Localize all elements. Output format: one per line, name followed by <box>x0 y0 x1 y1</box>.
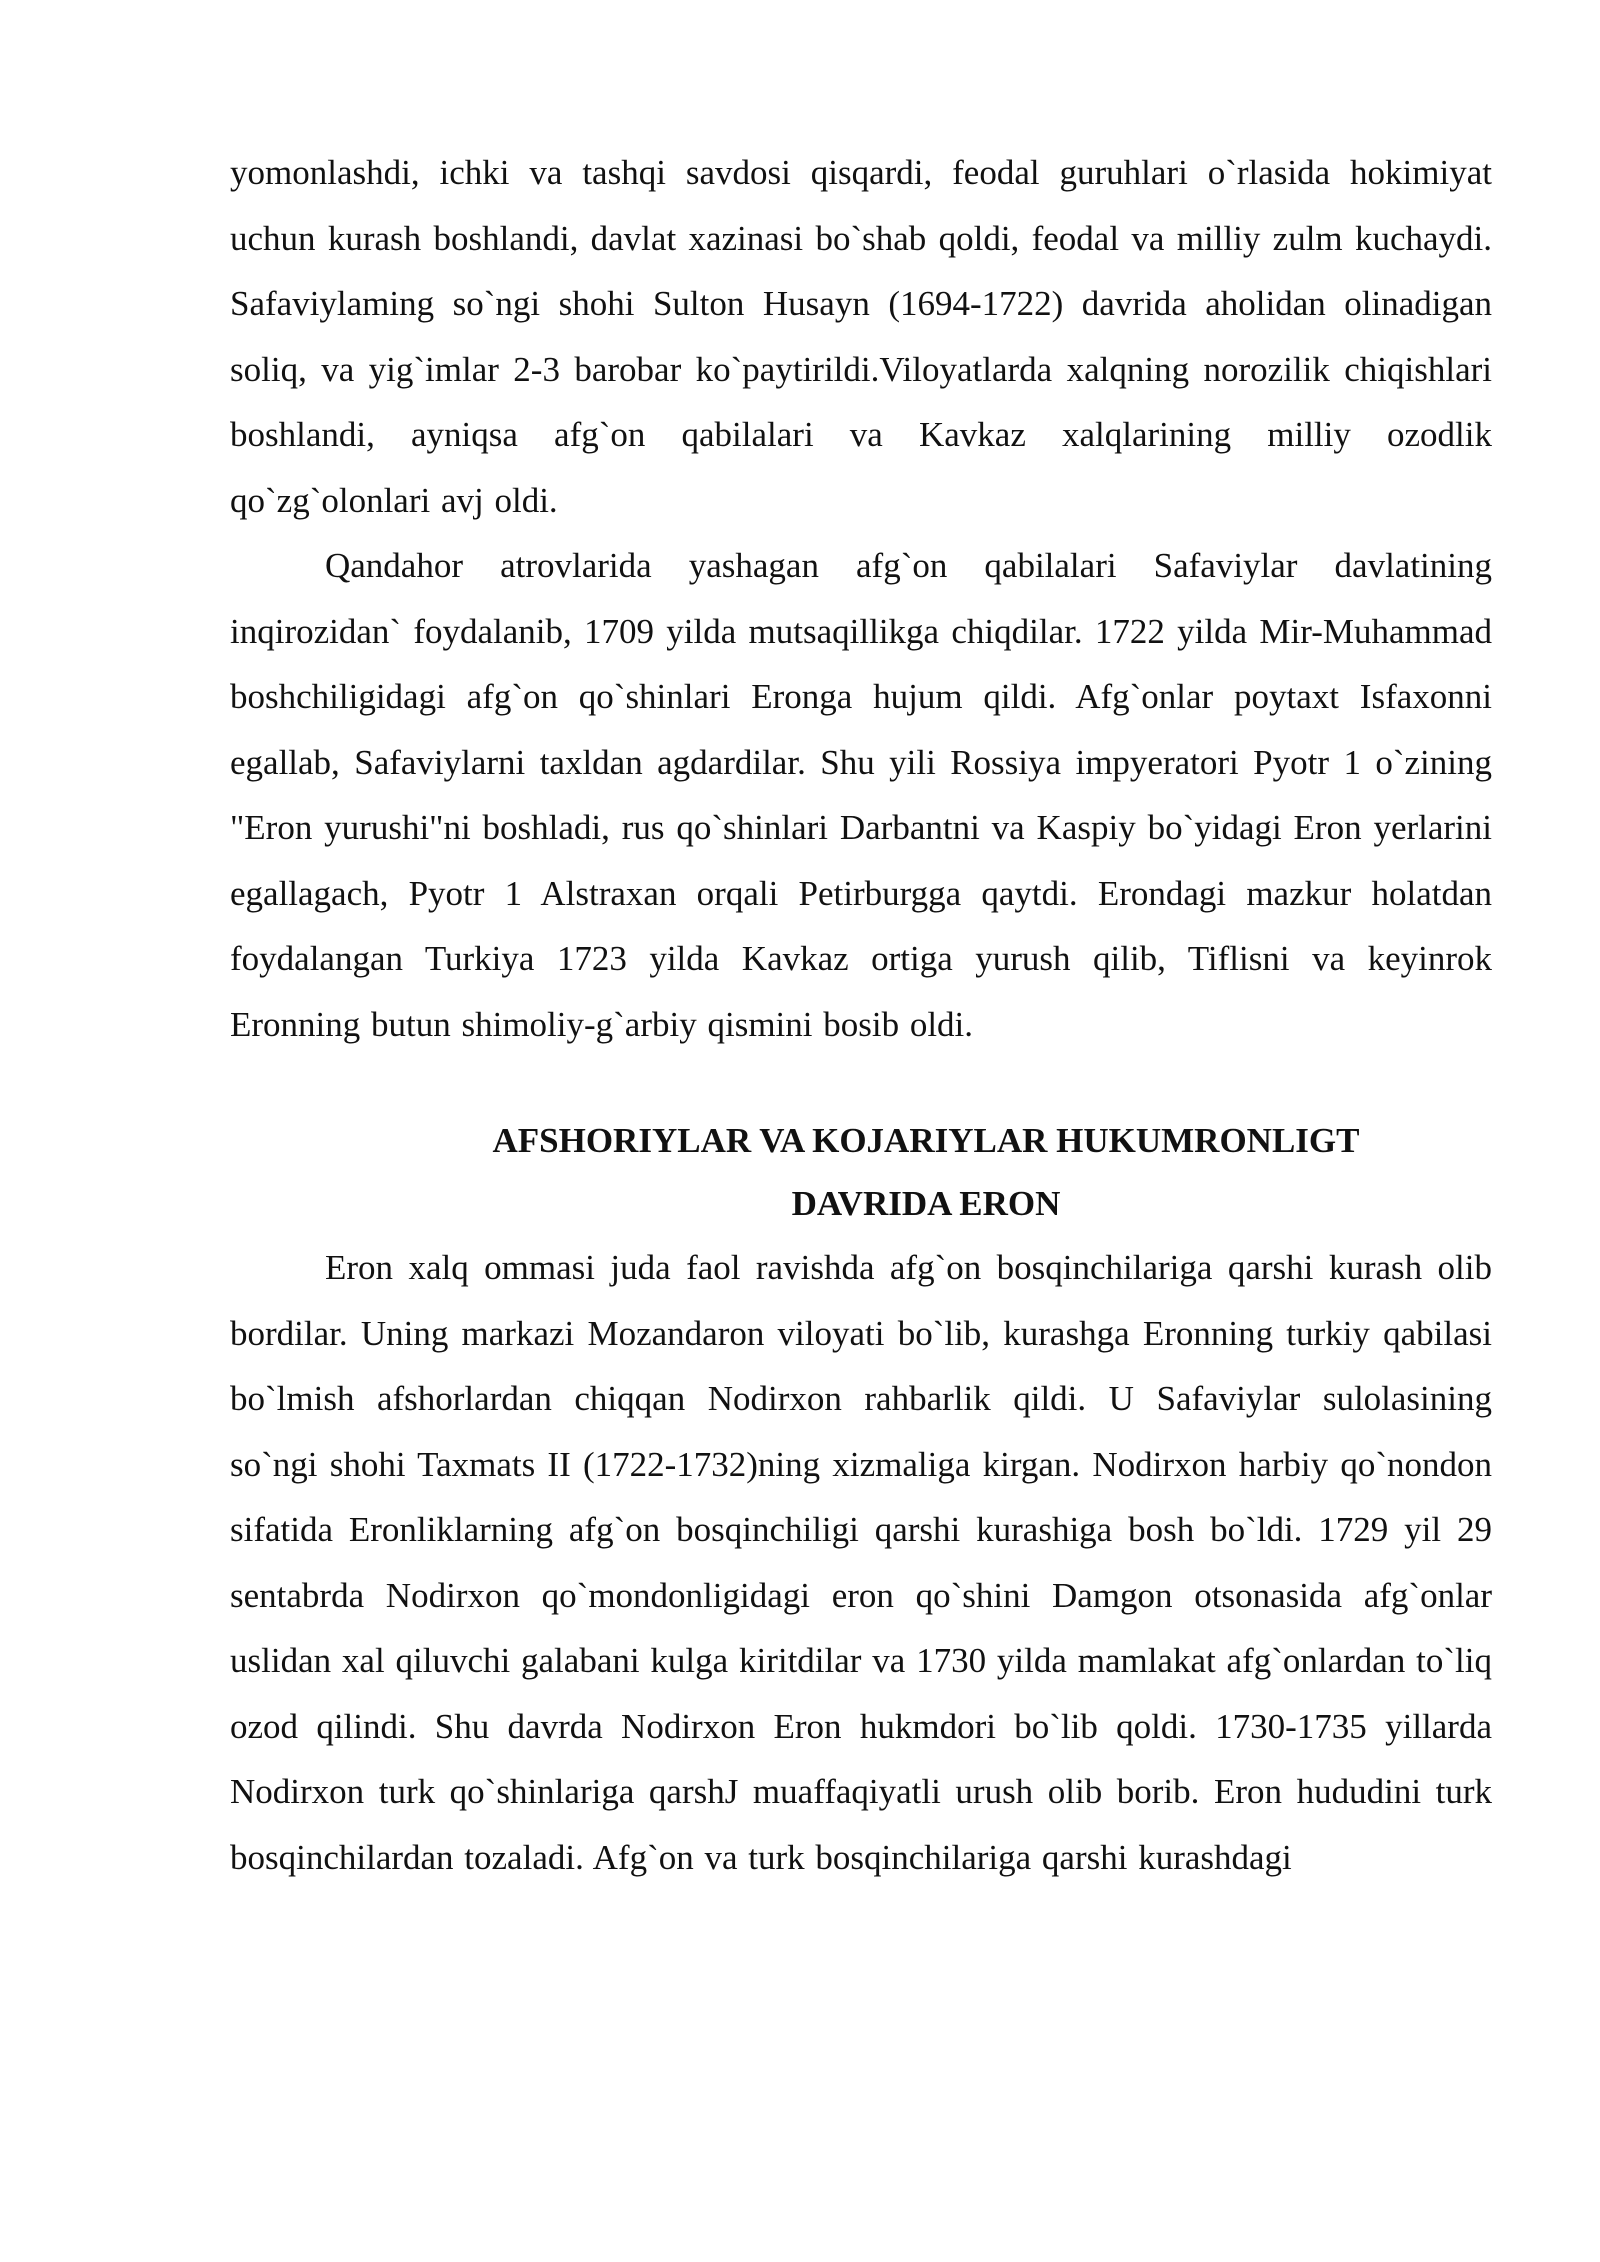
section-spacer <box>230 1057 1492 1109</box>
paragraph-continuation: yomonlashdi, ichki va tashqi savdosi qisqardi, feodal guruhlari o`rlasida hokimiyat uchun kurash boshlandi, davlat xazinasi bo`shab qoldi, feodal va milliy zulm kuchaydi. Safaviylaming so`ngi shohi Sulton Husayn (1694-1722) davrida aholidan olinadigan soliq, va yig`imlar 2-3 barobar ko`paytirildi.Viloyatlarda xalqning norozilik chiqishlari boshlandi, ayniqsa afg`on qabilalari va Kavkaz xalqlarining milliy ozodlik qo`zg`olonlari avj oldi. <box>230 153 1492 520</box>
section-heading-line-2: DAVRIDA ERON <box>791 1184 1061 1223</box>
document-page <box>230 140 1492 1890</box>
paragraph-eron-xalq: Eron xalq ommasi juda faol ravishda afg`on bosqinchilariga qarshi kurash olib bordilar. Uning markazi Mozandaron viloyati bo`lib, kurashga Eronning turkiy qabilasi bo`lmish afshorlardan chiqqan Nodirxon rahbarlik qildi. U Safaviylar sulolasining so`ngi shohi Taxmats II (1722-1732)ning xizmaliga kirgan. Nodirxon harbiy qo`nondon sifatida Eronliklarning afg`on bosqinchiligi qarshi kurashiga bosh bo`ldi. 1729 yil 29 sentabrda Nodirxon qo`mondonligidagi eron qo`shini Damgon otsonasida afg`onlar uslidan xal qiluvchi galabani kulga kiritdilar va 1730 yilda mamlakat afg`onlardan to`liq ozod qilindi. Shu davrda Nodirxon Eron hukmdori bo`lib qoldi. 1730-1735 yillarda Nodirxon turk qo`shinlariga qarshJ muaffaqiyatli urush olib borib. Eron hududini turk bosqinchilardan tozaladi. Afg`on va turk bosqinchilariga qarshi kurashdagi <box>230 1248 1492 1877</box>
paragraph-qandahor: Qandahor atrovlarida yashagan afg`on qabilalari Safaviylar davlatining inqirozidan` foydalanib, 1709 yilda mutsaqillikga chiqdilar. 1722 yilda Mir-Muhammad boshchiligidagi afg`on qo`shinlari Eronga hujum qildi. Afg`onlar poytaxt Isfaxonni egallab, Safaviylarni taxldan agdardilar. Shu yili Rossiya impyeratori Pyotr 1 o`zining "Eron yurushi"ni boshladi, rus qo`shinlari Darbantni va Kaspiy bo`yidagi Eron yerlarini egallagach, Pyotr 1 Alstraxan orqali Petirburgga qaytdi. Erondagi mazkur holatdan foydalangan Turkiya 1723 yilda Kavkaz ortiga yurush qilib, Tiflisni va keyinrok Eronning butun shimoliy-g`arbiy qismini bosib oldi. <box>230 546 1492 1044</box>
section-heading-line-1: AFSHORIYLAR VA KOJARIYLAR HUKUMRONLIGT <box>492 1121 1360 1160</box>
